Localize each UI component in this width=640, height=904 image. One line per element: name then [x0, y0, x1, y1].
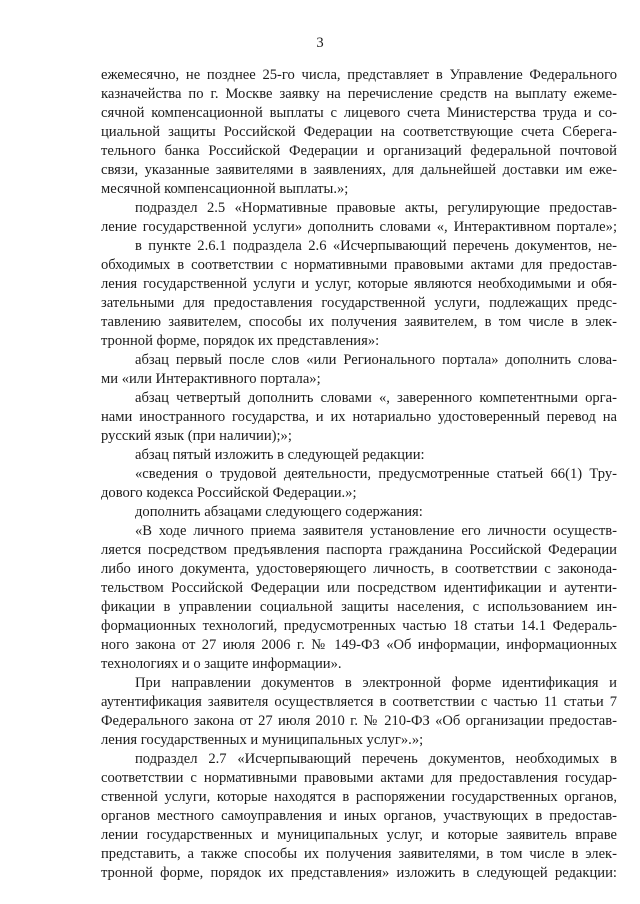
text-line: абзац первый после слов «или Регионального портала» дополнить слова- [135, 352, 617, 368]
text-line: дового кодекса Российской Федерации.»; [101, 485, 357, 501]
text-line: формационных технологий, предусмотренных частью 18 статьи 14.1 Федераль- [101, 618, 617, 634]
text-line: ления государственной услуги и услуг, которые являются необходимыми и обя- [101, 276, 617, 292]
text-line: ления государственных и муниципальных услуг».»; [101, 732, 424, 748]
text-line: казначейства по г. Москве заявку на перечисление средств на выплату ежеме- [101, 86, 617, 102]
text-line: соответствии с нормативными правовыми актами для предоставления государ- [101, 770, 617, 786]
text-line: ляется посредством предъявления паспорта гражданина Российской Федерации [101, 542, 617, 558]
text-line: связи, указанные заявителями в заявлениях, для дальнейшей доставки им ежe- [101, 162, 617, 178]
text-line: Федерального закона от 27 июля 2010 г. № 210-ФЗ «Об организации предостав- [101, 713, 617, 729]
text-line: русский язык (при наличии);»; [101, 428, 292, 444]
text-line: тельного банка Российской Федерации и организаций федеральной почтовой [101, 143, 617, 159]
text-line: тавлению заявителем, способы их получения заявителем, в том числе в элек- [101, 314, 617, 330]
text-line: «сведения о трудовой деятельности, предусмотренные статьей 66(1) Тру- [135, 466, 617, 482]
text-line: При направлении документов в электронной форме идентификация и [135, 675, 617, 691]
text-line: ление государственной услуги» дополнить словами «, Интерактивном портале»; [101, 219, 617, 235]
text-line: месячной компенсационной выплаты.»; [101, 181, 349, 197]
text-line: «В ходе личного приема заявителя установление его личности осуществ- [135, 523, 617, 539]
text-line: либо иного документа, удостоверяющего личность, в соответствии с законода- [101, 561, 617, 577]
text-line: лении государственных и муниципальных услуг, и которые заявитель вправе [101, 827, 617, 843]
text-line: органов местного самоуправления и иных органов, участвующих в предостав- [101, 808, 617, 824]
text-line: фикации в управлении социальной защиты населения, с использованием ин- [101, 599, 617, 615]
text-line: подраздел 2.5 «Нормативные правовые акты, регулирующие предостав- [135, 200, 617, 216]
text-line: зательными для предоставления государственной услуги, подлежащих предс- [101, 295, 617, 311]
page-number: 3 [316, 35, 324, 51]
text-line: аутентификация заявителя осуществляется в соответствии с частью 11 статьи 7 [101, 694, 617, 710]
text-line: ного закона от 27 июля 2006 г. № 149-ФЗ «Об информации, информационных [101, 637, 617, 653]
text-line: ственной услуги, которые находятся в распоряжении государственных органов, [101, 789, 617, 805]
text-line: ми «или Интерактивного портала»; [101, 371, 321, 387]
text-line: дополнить абзацами следующего содержания: [135, 504, 423, 520]
text-line: сячной компенсационной выплаты с лицевого счета Министерства труда и со- [101, 105, 617, 121]
text-line: тронной форме, порядок их представления»: [101, 333, 380, 349]
text-line: абзац четвертый дополнить словами «, заверенного компетентными орга- [135, 390, 617, 406]
text-line: ежемесячно, не позднее 25-го числа, представляет в Управление Федерального [101, 67, 617, 83]
text-line: тронной форме, порядок их представления» изложить в следующей редакции: [101, 865, 617, 881]
document-body-text [101, 66, 617, 883]
text-line: тельством Российской Федерации или посредством идентификации и аутенти- [101, 580, 617, 596]
text-line: подраздел 2.7 «Исчерпывающий перечень документов, необходимых в [135, 751, 617, 767]
text-line: абзац пятый изложить в следующей редакции: [135, 447, 425, 463]
text-line: технологиях и о защите информации». [101, 656, 342, 672]
text-line: нами иностранного государства, и их нотариально удостоверенный перевод на [101, 409, 617, 425]
text-line: представить, а также способы их получения заявителями, в том числе в элек- [101, 846, 617, 862]
text-line: в пункте 2.6.1 подраздела 2.6 «Исчерпывающий перечень документов, не- [135, 238, 617, 254]
text-line: обходимых в соответствии с нормативными правовыми актами для предостав- [101, 257, 617, 273]
text-line: циальной защиты Российской Федерации на соответствующие счета Сберега- [101, 124, 617, 140]
